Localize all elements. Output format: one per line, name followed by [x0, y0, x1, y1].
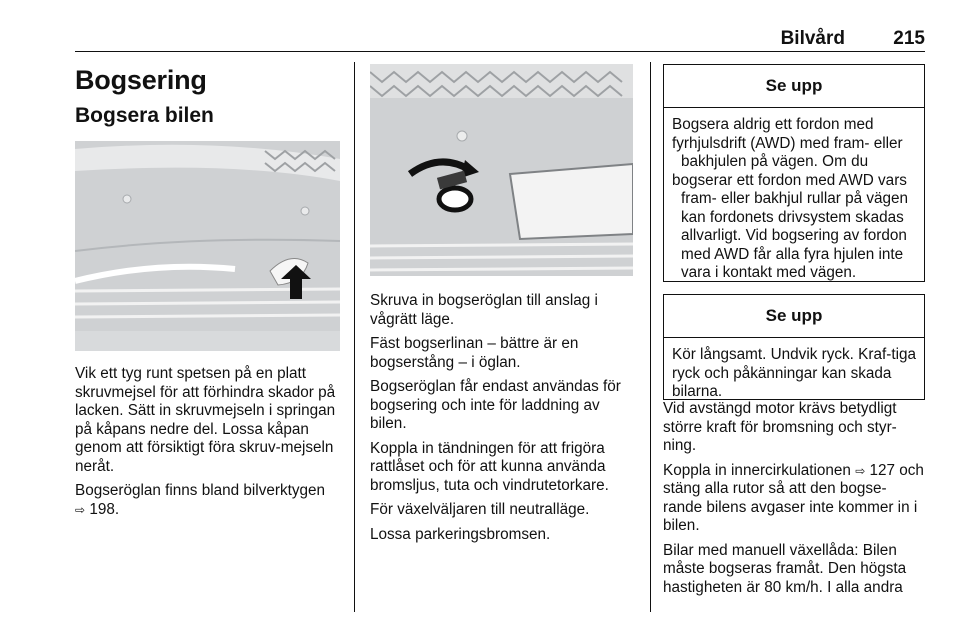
caution-box	[663, 64, 925, 282]
chapter-title: Bogsering	[75, 65, 207, 95]
page-reference-arrow-icon: ⇨	[855, 463, 866, 478]
body-paragraph: Skruva in bogseröglan till anslag i vågrätt läge.	[370, 292, 598, 328]
page-reference-arrow-icon: ⇨	[75, 502, 86, 517]
column-right	[663, 64, 925, 603]
body-paragraph: Bogseröglan får endast användas för bogsering och inte för laddning av bilen.	[370, 378, 621, 432]
caution-line: kan fordonets drivsystem skadas	[681, 208, 904, 226]
caution-line: allvarligt. Vid bogsering av fordon	[681, 227, 907, 244]
caution-line: med AWD får alla fyra hjulen inte	[681, 245, 904, 263]
header-section-title: Bilvård	[780, 28, 845, 49]
caution-text: Kör långsamt. Undvik ryck. Kraf-tiga ryck och påkänningar kan skada bilarna.	[672, 346, 916, 400]
caution-title: Se upp	[664, 295, 924, 338]
ref-text: Bogseröglan finns bland bilverktygen	[75, 482, 326, 499]
ref-page: 127	[869, 461, 896, 479]
ref-page: 198.	[89, 500, 120, 518]
body-paragraph: Lossa parkeringsbromsen.	[370, 525, 551, 543]
body-paragraph: Vik ett tyg runt spetsen på en platt skruvmejsel för att förhindra skador på lacken. Sätt in skruvmejseln i springan på kåpans nedre del. Lossa kåpan genom att försiktigt föra skruv-mejseln neråt.	[75, 365, 336, 475]
caution-line: fram- eller bakhjul rullar på vägen	[681, 190, 909, 207]
body-paragraph: Koppla in tändningen för att frigöra rattlåset och för att kunna använda bromsljus, tuta och vindrutetorkare.	[370, 439, 609, 494]
caution-body	[664, 338, 924, 408]
header-page-number: 215	[893, 28, 925, 49]
column-middle	[370, 64, 635, 550]
ref-text: och stäng alla rutor så att den bogse-rande bilens avgaser inte kommer in i bilen.	[663, 461, 924, 534]
body-paragraph-ref	[663, 462, 925, 536]
body-paragraph: Fäst bogserlinan – bättre är en bogserstång – i öglan.	[370, 335, 579, 371]
page-header	[75, 22, 925, 52]
body-paragraph: Bilar med manuell växellåda: Bilen måste bogseras framåt. Den högsta hastigheten är 80 km/h. I alla andra	[663, 541, 907, 596]
caution-line: vara i kontakt med vägen.	[681, 264, 857, 281]
section-title: Bogsera bilen	[75, 104, 214, 127]
caution-line: bogserar ett fordon med AWD vars	[672, 171, 907, 189]
body-paragraph: För växelväljaren till neutralläge.	[370, 501, 590, 518]
column-divider	[354, 62, 355, 612]
bumper-cover-illustration	[75, 141, 340, 351]
caution-box	[663, 294, 925, 400]
caution-line: bakhjulen på vägen. Om du	[681, 153, 869, 170]
body-paragraph: Vid avstängd motor krävs betydligt större kraft för bromsning och styr-ning.	[663, 400, 897, 454]
caution-line: Bogsera aldrig ett fordon med	[672, 116, 874, 133]
caution-line: fyrhjulsdrift (AWD) med fram- eller	[672, 134, 903, 152]
caution-body	[664, 108, 924, 289]
column-divider	[650, 62, 651, 612]
column-left	[75, 64, 340, 525]
body-paragraph-ref	[75, 482, 340, 519]
header-rule	[75, 51, 925, 52]
ref-text: Koppla in innercirkulationen	[663, 461, 851, 479]
caution-title: Se upp	[664, 65, 924, 108]
tow-eye-illustration	[370, 64, 633, 276]
